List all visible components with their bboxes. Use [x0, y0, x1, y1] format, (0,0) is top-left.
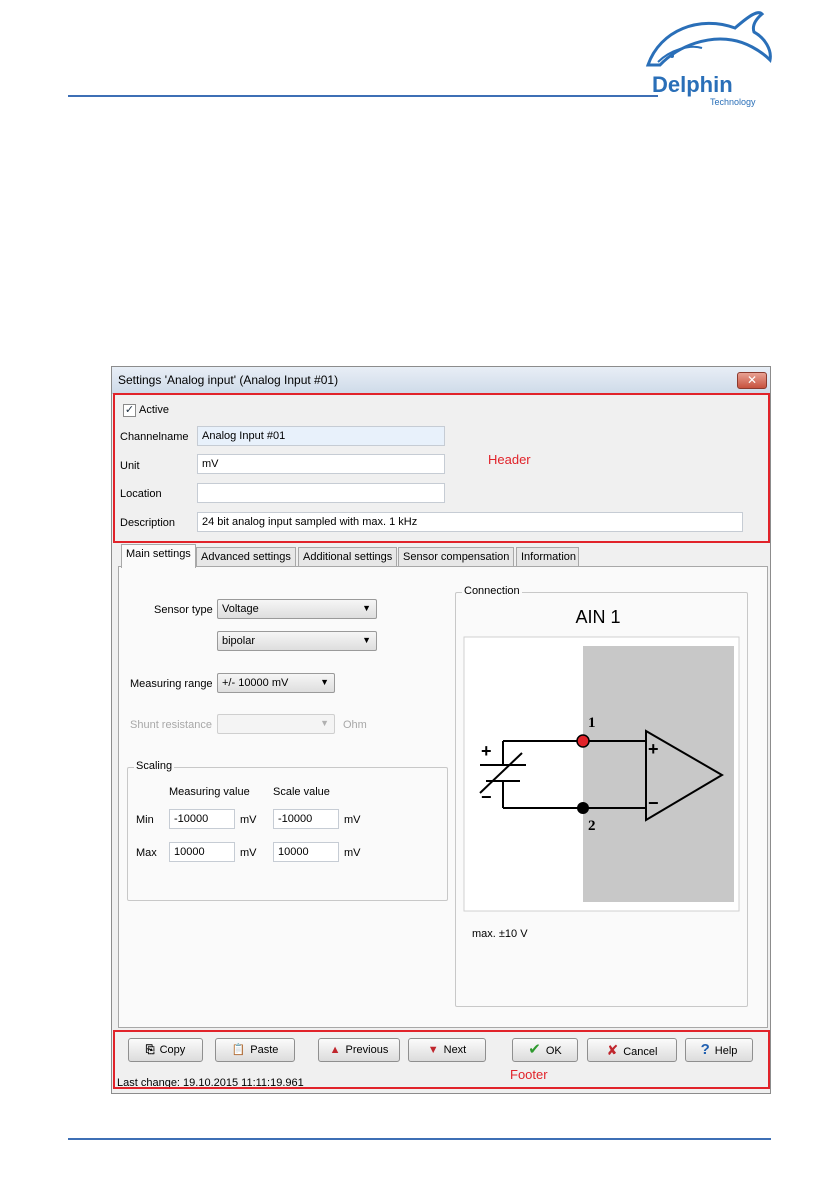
chevron-down-icon: ▼ [362, 603, 371, 613]
delphin-logo [640, 10, 780, 110]
sensor-type-value: Voltage [222, 603, 259, 615]
help-label: Help [714, 1045, 738, 1057]
max-scale-input[interactable]: 10000 [273, 842, 339, 862]
shunt-resistance-select [217, 714, 335, 734]
sensor-type-select[interactable] [217, 599, 377, 619]
description-field[interactable]: 24 bit analog input sampled with max. 1 kHz [197, 512, 743, 532]
amp-minus: − [648, 793, 659, 813]
svg-text:Technology: Technology [710, 97, 756, 107]
dialog-title: Settings 'Analog input' (Analog Input #01) [118, 373, 339, 387]
scale-value-header: Scale value [273, 786, 330, 798]
max-measuring-input[interactable]: 10000 [169, 842, 235, 862]
max-measuring-unit: mV [240, 847, 257, 859]
next-label: Next [443, 1044, 467, 1056]
cancel-label: Cancel [623, 1046, 658, 1058]
main-settings-panel [118, 566, 768, 1028]
header-annotation: Header [488, 452, 531, 467]
channel-name-field[interactable]: Analog Input #01 [197, 426, 445, 446]
copy-label: Copy [159, 1044, 186, 1056]
tab-main-settings[interactable]: Main settings [121, 544, 196, 568]
active-checkbox[interactable]: ✓ [124, 404, 135, 416]
arrow-down-icon: ▼ [427, 1044, 439, 1056]
unit-field[interactable]: mV [197, 454, 445, 474]
check-icon: ✔ [528, 1041, 541, 1058]
sensor-type-label: Sensor type [154, 604, 213, 616]
header-highlight [113, 393, 770, 543]
tab-advanced-settings[interactable]: Advanced settings [196, 547, 296, 567]
polarity-select[interactable] [217, 631, 377, 651]
connection-group [455, 585, 748, 1007]
scaling-label: Scaling [136, 760, 173, 772]
min-measuring-unit: mV [240, 814, 257, 826]
title-bar [112, 367, 770, 394]
max-scale-unit: mV [344, 847, 361, 859]
unit-label: Unit [120, 460, 140, 472]
source-plus: + [481, 741, 492, 761]
last-change-status: Last change: 19.10.2015 11:11:19.961 [117, 1077, 304, 1089]
footer-highlight [113, 1030, 770, 1089]
channel-name-label: Channelname [120, 431, 189, 443]
min-scale-unit: mV [344, 814, 361, 826]
min-scale-input[interactable]: -10000 [273, 809, 339, 829]
footer-annotation: Footer [510, 1067, 548, 1082]
help-icon: ? [700, 1041, 710, 1058]
shunt-resistance-label: Shunt resistance [130, 719, 212, 731]
source-minus: − [481, 787, 492, 807]
settings-dialog [111, 366, 771, 1094]
ok-label: OK [545, 1045, 562, 1057]
tab-additional-settings[interactable]: Additional settings [298, 547, 397, 567]
svg-text:Delphin: Delphin [652, 72, 733, 97]
amp-plus: + [648, 739, 659, 759]
description-label: Description [120, 517, 176, 529]
min-measuring-input[interactable]: -10000 [169, 809, 235, 829]
location-label: Location [120, 488, 162, 500]
connection-diagram [456, 593, 747, 1006]
measuring-range-label: Measuring range [130, 678, 213, 690]
header-rule [68, 95, 658, 97]
footer-rule [68, 1138, 771, 1140]
pin2-label: 2 [588, 818, 596, 834]
copy-icon: ⎘ [145, 1044, 155, 1056]
pin1-label: 1 [588, 715, 596, 731]
polarity-value: bipolar [222, 635, 256, 647]
measuring-value-header: Measuring value [169, 786, 250, 798]
close-button[interactable]: ✕ [737, 372, 767, 389]
connection-label: Connection [464, 585, 520, 597]
connection-note: max. ±10 V [472, 928, 528, 940]
paste-label: Paste [250, 1044, 279, 1056]
shunt-unit: Ohm [343, 719, 367, 731]
chevron-down-icon: ▼ [320, 718, 329, 728]
cancel-x-icon: ✘ [606, 1042, 619, 1058]
active-label: Active [139, 404, 169, 416]
chevron-down-icon: ▼ [320, 677, 329, 687]
max-label: Max [136, 847, 157, 859]
pin2-terminal [577, 802, 589, 814]
min-label: Min [136, 814, 154, 826]
tab-information[interactable]: Information [516, 547, 579, 567]
connection-title: AIN 1 [575, 607, 621, 627]
measuring-range-value: +/- 10000 mV [222, 677, 289, 689]
measuring-range-select[interactable] [217, 673, 335, 693]
scaling-group [127, 760, 448, 901]
paste-icon: 📋 [231, 1044, 246, 1056]
tab-sensor-compensation[interactable]: Sensor compensation [398, 547, 514, 567]
previous-label: Previous [345, 1044, 389, 1056]
pin1-terminal [577, 735, 589, 747]
dolphin-icon [640, 10, 780, 110]
arrow-up-icon: ▲ [329, 1044, 341, 1056]
chevron-down-icon: ▼ [362, 635, 371, 645]
